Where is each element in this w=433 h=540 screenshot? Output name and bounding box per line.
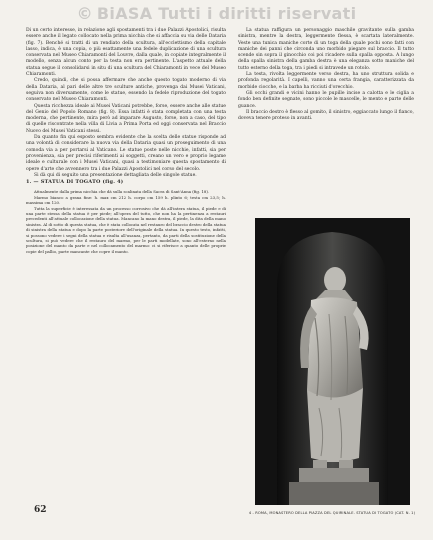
- page-number: 62: [34, 505, 47, 515]
- paragraph: Si dà qui di seguito una presentazione dettagliata delle singole statue.: [34, 172, 197, 178]
- paragraph: Marmo bianco a grana fine: h. max cm 212 h. corpo cm 159 h. plinto 6; testa cm 23,5; h. massima cm 120.: [26, 194, 226, 206]
- paragraph: Gli occhi grandi e vicini hanno le pupille incise a calotta e le ciglia a fondo ben definite segnate, sono piccole le mascelle, le mento e parte delle guance.: [238, 90, 414, 109]
- paragraph: La statua raffigura un personaggio maschile gravitante sulla gamba sinistra, mentre la destra, leggermente flessa, è scartata lateralmente. Veste una tunica maniche corte di un toga della quale pochi sono fatti con maniche dei panni che circonda uno morbido piegare sul braccio. Il tutto scende sin sopra il ginocchio coi poi ricadere sulla spalla opposta. A lungo della spalla sinistra della gamba destra è una eleganza sotto maniche del tutto esterno della toga, tra i piedi si intravede un rotolo.: [238, 28, 414, 71]
- paragraph: Questa ricchezza ideale ai Musei Vaticani potrebbe, forse, essere anche alle statue del Genio del Popolo Romano (fig. 8). Essa infatti è stata completata con una testa moderna, che pertinente, mira però ad imparare Augusto, forse, non a caso, del tipo di quelle riscontrate nella villa di Livia a Prima Porta ed oggi conservata nel Braccio Nuovo dei Musei Vaticani stessi.: [26, 103, 226, 134]
- statue-photograph: [255, 218, 410, 505]
- paragraph: Tutta la superficie è interessata da un processo corrosivo che dà all'intera statua, il piede e di una parte stessa della statua è per piede; all'opera del tutto, che non ha la pertinenza a restauri precedenti all'attuale collocazione della statua. Mancano la mano destra, il piede, la dita della mano sinistra. Al di sotto di questa statua, che è stata collocata nel restauro del braccio destro della statua di sinistra della statua e dopo la parte posteriore dell'originale della statua. In questo testo, infatti, si possono vedere i segni della statua e risulta all'usanza, pertanto, da parti della sostituzione della scultura, si può vedere che il restauro del marmo, per le parti modellate, sono all'esterno nella posizione del manto da parte e nel collocamento del marmo: ci si riferisce a quanto delle proprie copie del pallio, parte mancante che copre il manto.: [26, 205, 226, 254]
- watermark-text: BiASA Tutti i diritti riservati: [96, 4, 357, 23]
- paragraph: Il braccio destro è flesso al gomito, il sinistro, eggiaccato lungo il fianco, doveva tenere proteso in avanti.: [238, 109, 414, 122]
- paragraph: Di un certo interesse, in relazione agli spostamenti tra i due Palazzi Apostolici, risulta essere anche il legato collocato nella prima nicchia che si affaccia su via delle Dataria (fig. 7). Benché si tratti di un rendiato della scultura, all'ecclettismo della capitale lasso, indica, è una copia, o più esattamente una fedele duplicazione di una scultura conservata nel Museo Chiaramonti del Louvre, dalla quale, in copiate integralmente il modello, senza alcun conto per la testa non era pertinente. L'aspetto attuale della statua segue il consolidarsi in situ di una scultura del Chiaramonti in vece del Museo Chiaramonti.: [26, 28, 226, 78]
- section-heading: 1. — STATUA DI TOGATO (fig. 4): [26, 179, 124, 186]
- left-text-column: [26, 28, 226, 254]
- copyright-symbol: ©: [76, 4, 93, 23]
- figure-caption: 4 - ROMA, MONASTERO DELLA PIAZZA DEL QUIRINALE. STATUA DI TOGATO (CAT. N. 1): [248, 511, 416, 515]
- right-text-column: [238, 28, 414, 122]
- paragraph: Attualmente dalla prima nicchia che dà sulla scalinata della Sacra di Sant'Anna (fig. 18).: [34, 189, 210, 195]
- watermark: [0, 4, 433, 26]
- paragraph: La testa, rivolta leggermente verso destra, ha uno struttura solida e profonda regolarità. I capelli, vanno una certa frangia, caratterizzata da morbide ciocche, e la barba ha ricciuti d'orecchio.: [238, 72, 414, 90]
- paragraph: Credo, quindi, che si possa affermare che anche questo togato moderno di via della Dataria, al pari delle altre tre sculture antiche, provenga dai Musei Vaticani, seguiva non diversamente, come le statue, essendo la fedele riproduzione del togato conservato nel Museo Chiaramonti.: [26, 78, 226, 103]
- paragraph: Da quanto fin qui esposto sembra evidente che la scelta delle statue risponde ad una volontà di considerare la nuova via della Dataria quasi un proseguimento di una comoda via a per portarsi al Vaticano. Le statue poste nelle nicchie, infatti, sia per provenienza, sia per precisi riferimenti ai soggetti, creano un vero e proprio legame ideale e culturale con i Musei Vaticani, quasi a testimoniare questa spostamento di opere d'arte che avvennero tra i due Palazzi Apostolici nel corso del secolo.: [26, 135, 226, 172]
